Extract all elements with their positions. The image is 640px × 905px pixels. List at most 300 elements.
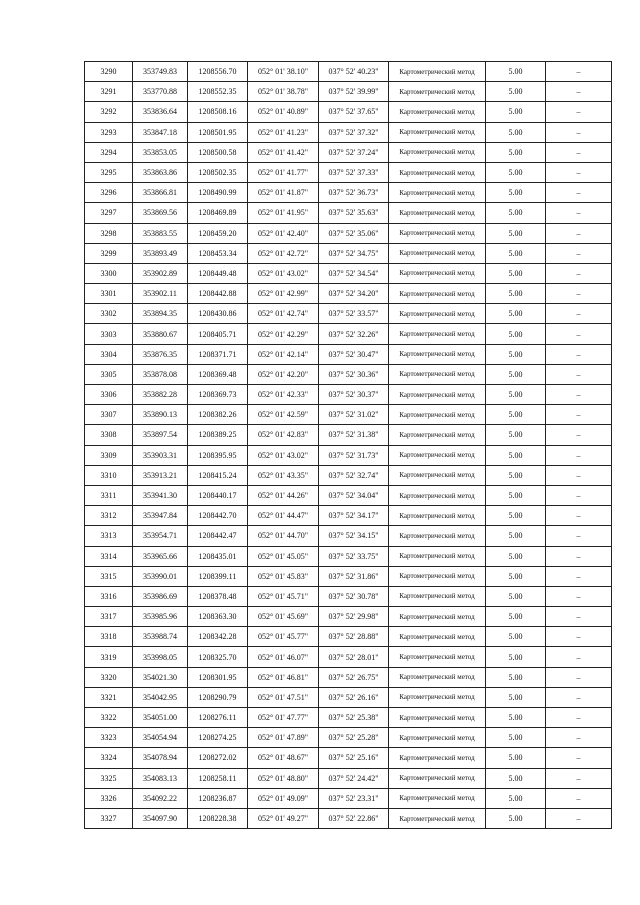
method-cell: Картометрический метод <box>389 465 486 485</box>
y-coordinate-cell: 1208442.47 <box>188 526 248 546</box>
point-number-cell: 3319 <box>85 647 133 667</box>
latitude-cell: 052° 01' 38.78" <box>248 82 319 102</box>
accuracy-cell: 5.00 <box>486 102 546 122</box>
latitude-cell: 052° 01' 45.77" <box>248 627 319 647</box>
method-cell: Картометрический метод <box>389 607 486 627</box>
description-cell: – <box>546 405 612 425</box>
table-row <box>85 162 612 182</box>
method-cell: Картометрический метод <box>389 62 486 82</box>
latitude-cell: 052° 01' 43.35" <box>248 465 319 485</box>
point-number-cell: 3291 <box>85 82 133 102</box>
longitude-cell: 037° 52' 37.33" <box>319 162 389 182</box>
point-number-cell: 3302 <box>85 304 133 324</box>
table-row <box>85 364 612 384</box>
description-cell: – <box>546 162 612 182</box>
y-coordinate-cell: 1208449.48 <box>188 263 248 283</box>
table-row <box>85 142 612 162</box>
table-row <box>85 284 612 304</box>
latitude-cell: 052° 01' 42.14" <box>248 344 319 364</box>
description-cell: – <box>546 647 612 667</box>
longitude-cell: 037° 52' 26.75" <box>319 667 389 687</box>
method-cell: Картометрический метод <box>389 142 486 162</box>
table-row <box>85 203 612 223</box>
latitude-cell: 052° 01' 41.77" <box>248 162 319 182</box>
description-cell: – <box>546 385 612 405</box>
longitude-cell: 037° 52' 29.98" <box>319 607 389 627</box>
latitude-cell: 052° 01' 44.26" <box>248 485 319 505</box>
description-cell: – <box>546 445 612 465</box>
longitude-cell: 037° 52' 32.74" <box>319 465 389 485</box>
method-cell: Картометрический метод <box>389 425 486 445</box>
point-number-cell: 3294 <box>85 142 133 162</box>
table-row <box>85 324 612 344</box>
table-row <box>85 506 612 526</box>
longitude-cell: 037° 52' 31.38" <box>319 425 389 445</box>
accuracy-cell: 5.00 <box>486 526 546 546</box>
table-row <box>85 687 612 707</box>
x-coordinate-cell: 354083.13 <box>133 768 188 788</box>
y-coordinate-cell: 1208442.70 <box>188 506 248 526</box>
latitude-cell: 052° 01' 43.02" <box>248 263 319 283</box>
longitude-cell: 037° 52' 36.73" <box>319 183 389 203</box>
y-coordinate-cell: 1208395.95 <box>188 445 248 465</box>
latitude-cell: 052° 01' 41.87" <box>248 183 319 203</box>
accuracy-cell: 5.00 <box>486 142 546 162</box>
latitude-cell: 052° 01' 48.67" <box>248 748 319 768</box>
longitude-cell: 037° 52' 34.17" <box>319 506 389 526</box>
y-coordinate-cell: 1208490.99 <box>188 183 248 203</box>
description-cell: – <box>546 142 612 162</box>
latitude-cell: 052° 01' 44.47" <box>248 506 319 526</box>
x-coordinate-cell: 353893.49 <box>133 243 188 263</box>
point-number-cell: 3293 <box>85 122 133 142</box>
point-number-cell: 3290 <box>85 62 133 82</box>
method-cell: Картометрический метод <box>389 687 486 707</box>
x-coordinate-cell: 354078.94 <box>133 748 188 768</box>
y-coordinate-cell: 1208276.11 <box>188 708 248 728</box>
description-cell: – <box>546 485 612 505</box>
latitude-cell: 052° 01' 43.02" <box>248 445 319 465</box>
y-coordinate-cell: 1208552.35 <box>188 82 248 102</box>
accuracy-cell: 5.00 <box>486 647 546 667</box>
table-row <box>85 385 612 405</box>
table-row <box>85 667 612 687</box>
description-cell: – <box>546 566 612 586</box>
longitude-cell: 037° 52' 33.75" <box>319 546 389 566</box>
document-page <box>84 61 611 829</box>
method-cell: Картометрический метод <box>389 788 486 808</box>
method-cell: Картометрический метод <box>389 647 486 667</box>
longitude-cell: 037° 52' 34.04" <box>319 485 389 505</box>
longitude-cell: 037° 52' 34.20" <box>319 284 389 304</box>
accuracy-cell: 5.00 <box>486 162 546 182</box>
description-cell: – <box>546 344 612 364</box>
point-number-cell: 3323 <box>85 728 133 748</box>
accuracy-cell: 5.00 <box>486 243 546 263</box>
accuracy-cell: 5.00 <box>486 566 546 586</box>
point-number-cell: 3305 <box>85 364 133 384</box>
accuracy-cell: 5.00 <box>486 788 546 808</box>
latitude-cell: 052° 01' 41.95" <box>248 203 319 223</box>
point-number-cell: 3298 <box>85 223 133 243</box>
accuracy-cell: 5.00 <box>486 808 546 828</box>
x-coordinate-cell: 353947.84 <box>133 506 188 526</box>
description-cell: – <box>546 748 612 768</box>
coordinates-table-body <box>85 62 612 829</box>
method-cell: Картометрический метод <box>389 162 486 182</box>
longitude-cell: 037° 52' 30.37" <box>319 385 389 405</box>
y-coordinate-cell: 1208228.38 <box>188 808 248 828</box>
point-number-cell: 3295 <box>85 162 133 182</box>
y-coordinate-cell: 1208274.25 <box>188 728 248 748</box>
latitude-cell: 052° 01' 42.83" <box>248 425 319 445</box>
accuracy-cell: 5.00 <box>486 223 546 243</box>
y-coordinate-cell: 1208500.58 <box>188 142 248 162</box>
y-coordinate-cell: 1208258.11 <box>188 768 248 788</box>
accuracy-cell: 5.00 <box>486 506 546 526</box>
table-row <box>85 102 612 122</box>
table-row <box>85 728 612 748</box>
table-row <box>85 263 612 283</box>
latitude-cell: 052° 01' 49.27" <box>248 808 319 828</box>
y-coordinate-cell: 1208399.11 <box>188 566 248 586</box>
longitude-cell: 037° 52' 34.75" <box>319 243 389 263</box>
accuracy-cell: 5.00 <box>486 183 546 203</box>
longitude-cell: 037° 52' 40.23" <box>319 62 389 82</box>
method-cell: Картометрический метод <box>389 364 486 384</box>
x-coordinate-cell: 353903.31 <box>133 445 188 465</box>
accuracy-cell: 5.00 <box>486 445 546 465</box>
accuracy-cell: 5.00 <box>486 324 546 344</box>
method-cell: Картометрический метод <box>389 526 486 546</box>
latitude-cell: 052° 01' 41.42" <box>248 142 319 162</box>
y-coordinate-cell: 1208301.95 <box>188 667 248 687</box>
table-row <box>85 607 612 627</box>
latitude-cell: 052° 01' 46.81" <box>248 667 319 687</box>
x-coordinate-cell: 354021.30 <box>133 667 188 687</box>
accuracy-cell: 5.00 <box>486 627 546 647</box>
point-number-cell: 3308 <box>85 425 133 445</box>
point-number-cell: 3310 <box>85 465 133 485</box>
latitude-cell: 052° 01' 42.33" <box>248 385 319 405</box>
longitude-cell: 037° 52' 25.16" <box>319 748 389 768</box>
point-number-cell: 3316 <box>85 586 133 606</box>
longitude-cell: 037° 52' 30.47" <box>319 344 389 364</box>
y-coordinate-cell: 1208453.34 <box>188 243 248 263</box>
longitude-cell: 037° 52' 22.86" <box>319 808 389 828</box>
longitude-cell: 037° 52' 37.24" <box>319 142 389 162</box>
description-cell: – <box>546 203 612 223</box>
description-cell: – <box>546 627 612 647</box>
description-cell: – <box>546 324 612 344</box>
latitude-cell: 052° 01' 46.07" <box>248 647 319 667</box>
description-cell: – <box>546 506 612 526</box>
point-number-cell: 3326 <box>85 788 133 808</box>
longitude-cell: 037° 52' 30.36" <box>319 364 389 384</box>
table-row <box>85 768 612 788</box>
x-coordinate-cell: 353902.89 <box>133 263 188 283</box>
y-coordinate-cell: 1208501.95 <box>188 122 248 142</box>
latitude-cell: 052° 01' 42.20" <box>248 364 319 384</box>
x-coordinate-cell: 353986.69 <box>133 586 188 606</box>
point-number-cell: 3296 <box>85 183 133 203</box>
description-cell: – <box>546 82 612 102</box>
table-row <box>85 566 612 586</box>
point-number-cell: 3301 <box>85 284 133 304</box>
accuracy-cell: 5.00 <box>486 687 546 707</box>
method-cell: Картометрический метод <box>389 385 486 405</box>
y-coordinate-cell: 1208556.70 <box>188 62 248 82</box>
description-cell: – <box>546 102 612 122</box>
point-number-cell: 3297 <box>85 203 133 223</box>
longitude-cell: 037° 52' 34.15" <box>319 526 389 546</box>
y-coordinate-cell: 1208389.25 <box>188 425 248 445</box>
latitude-cell: 052° 01' 48.80" <box>248 768 319 788</box>
x-coordinate-cell: 353883.55 <box>133 223 188 243</box>
description-cell: – <box>546 62 612 82</box>
method-cell: Картометрический метод <box>389 183 486 203</box>
latitude-cell: 052° 01' 42.59" <box>248 405 319 425</box>
method-cell: Картометрический метод <box>389 405 486 425</box>
x-coordinate-cell: 353954.71 <box>133 526 188 546</box>
accuracy-cell: 5.00 <box>486 748 546 768</box>
x-coordinate-cell: 353897.54 <box>133 425 188 445</box>
accuracy-cell: 5.00 <box>486 385 546 405</box>
latitude-cell: 052° 01' 41.23" <box>248 122 319 142</box>
accuracy-cell: 5.00 <box>486 708 546 728</box>
method-cell: Картометрический метод <box>389 728 486 748</box>
accuracy-cell: 5.00 <box>486 768 546 788</box>
description-cell: – <box>546 183 612 203</box>
method-cell: Картометрический метод <box>389 344 486 364</box>
longitude-cell: 037° 52' 24.42" <box>319 768 389 788</box>
method-cell: Картометрический метод <box>389 284 486 304</box>
point-number-cell: 3315 <box>85 566 133 586</box>
x-coordinate-cell: 353880.67 <box>133 324 188 344</box>
longitude-cell: 037° 52' 39.99" <box>319 82 389 102</box>
x-coordinate-cell: 353913.21 <box>133 465 188 485</box>
table-row <box>85 748 612 768</box>
latitude-cell: 052° 01' 47.77" <box>248 708 319 728</box>
longitude-cell: 037° 52' 34.54" <box>319 263 389 283</box>
x-coordinate-cell: 353890.13 <box>133 405 188 425</box>
method-cell: Картометрический метод <box>389 808 486 828</box>
x-coordinate-cell: 353836.64 <box>133 102 188 122</box>
accuracy-cell: 5.00 <box>486 82 546 102</box>
x-coordinate-cell: 353882.28 <box>133 385 188 405</box>
table-row <box>85 546 612 566</box>
x-coordinate-cell: 354092.22 <box>133 788 188 808</box>
table-row <box>85 708 612 728</box>
method-cell: Картометрический метод <box>389 546 486 566</box>
y-coordinate-cell: 1208469.89 <box>188 203 248 223</box>
accuracy-cell: 5.00 <box>486 344 546 364</box>
x-coordinate-cell: 353985.96 <box>133 607 188 627</box>
description-cell: – <box>546 607 612 627</box>
y-coordinate-cell: 1208405.71 <box>188 324 248 344</box>
description-cell: – <box>546 284 612 304</box>
description-cell: – <box>546 808 612 828</box>
x-coordinate-cell: 353990.01 <box>133 566 188 586</box>
accuracy-cell: 5.00 <box>486 284 546 304</box>
x-coordinate-cell: 353770.88 <box>133 82 188 102</box>
y-coordinate-cell: 1208430.86 <box>188 304 248 324</box>
description-cell: – <box>546 687 612 707</box>
method-cell: Картометрический метод <box>389 304 486 324</box>
method-cell: Картометрический метод <box>389 566 486 586</box>
longitude-cell: 037° 52' 31.02" <box>319 405 389 425</box>
accuracy-cell: 5.00 <box>486 586 546 606</box>
latitude-cell: 052° 01' 42.40" <box>248 223 319 243</box>
y-coordinate-cell: 1208502.35 <box>188 162 248 182</box>
latitude-cell: 052° 01' 45.69" <box>248 607 319 627</box>
x-coordinate-cell: 354097.90 <box>133 808 188 828</box>
longitude-cell: 037° 52' 32.26" <box>319 324 389 344</box>
table-row <box>85 526 612 546</box>
table-row <box>85 425 612 445</box>
longitude-cell: 037° 52' 31.73" <box>319 445 389 465</box>
x-coordinate-cell: 353878.08 <box>133 364 188 384</box>
accuracy-cell: 5.00 <box>486 122 546 142</box>
longitude-cell: 037° 52' 30.78" <box>319 586 389 606</box>
method-cell: Картометрический метод <box>389 263 486 283</box>
y-coordinate-cell: 1208290.79 <box>188 687 248 707</box>
table-row <box>85 405 612 425</box>
accuracy-cell: 5.00 <box>486 405 546 425</box>
table-row <box>85 586 612 606</box>
latitude-cell: 052° 01' 47.51" <box>248 687 319 707</box>
table-row <box>85 243 612 263</box>
table-row <box>85 808 612 828</box>
method-cell: Картометрический метод <box>389 223 486 243</box>
longitude-cell: 037° 52' 28.01" <box>319 647 389 667</box>
description-cell: – <box>546 243 612 263</box>
method-cell: Картометрический метод <box>389 748 486 768</box>
description-cell: – <box>546 304 612 324</box>
latitude-cell: 052° 01' 38.10" <box>248 62 319 82</box>
x-coordinate-cell: 353965.66 <box>133 546 188 566</box>
longitude-cell: 037° 52' 33.57" <box>319 304 389 324</box>
point-number-cell: 3318 <box>85 627 133 647</box>
x-coordinate-cell: 353749.83 <box>133 62 188 82</box>
accuracy-cell: 5.00 <box>486 62 546 82</box>
y-coordinate-cell: 1208415.24 <box>188 465 248 485</box>
table-row <box>85 445 612 465</box>
x-coordinate-cell: 353866.81 <box>133 183 188 203</box>
method-cell: Картометрический метод <box>389 586 486 606</box>
longitude-cell: 037° 52' 37.32" <box>319 122 389 142</box>
accuracy-cell: 5.00 <box>486 667 546 687</box>
longitude-cell: 037° 52' 37.65" <box>319 102 389 122</box>
point-number-cell: 3307 <box>85 405 133 425</box>
longitude-cell: 037° 52' 25.28" <box>319 728 389 748</box>
description-cell: – <box>546 667 612 687</box>
description-cell: – <box>546 526 612 546</box>
y-coordinate-cell: 1208440.17 <box>188 485 248 505</box>
point-number-cell: 3324 <box>85 748 133 768</box>
point-number-cell: 3303 <box>85 324 133 344</box>
latitude-cell: 052° 01' 44.70" <box>248 526 319 546</box>
point-number-cell: 3313 <box>85 526 133 546</box>
method-cell: Картометрический метод <box>389 203 486 223</box>
table-row <box>85 647 612 667</box>
method-cell: Картометрический метод <box>389 122 486 142</box>
accuracy-cell: 5.00 <box>486 425 546 445</box>
point-number-cell: 3314 <box>85 546 133 566</box>
y-coordinate-cell: 1208325.70 <box>188 647 248 667</box>
point-number-cell: 3312 <box>85 506 133 526</box>
longitude-cell: 037° 52' 35.06" <box>319 223 389 243</box>
y-coordinate-cell: 1208378.48 <box>188 586 248 606</box>
x-coordinate-cell: 353998.05 <box>133 647 188 667</box>
x-coordinate-cell: 353869.56 <box>133 203 188 223</box>
x-coordinate-cell: 353988.74 <box>133 627 188 647</box>
method-cell: Картометрический метод <box>389 243 486 263</box>
table-row <box>85 627 612 647</box>
latitude-cell: 052° 01' 42.72" <box>248 243 319 263</box>
longitude-cell: 037° 52' 23.31" <box>319 788 389 808</box>
accuracy-cell: 5.00 <box>486 364 546 384</box>
y-coordinate-cell: 1208459.20 <box>188 223 248 243</box>
table-row <box>85 465 612 485</box>
x-coordinate-cell: 353902.11 <box>133 284 188 304</box>
method-cell: Картометрический метод <box>389 324 486 344</box>
accuracy-cell: 5.00 <box>486 607 546 627</box>
accuracy-cell: 5.00 <box>486 485 546 505</box>
longitude-cell: 037° 52' 31.86" <box>319 566 389 586</box>
latitude-cell: 052° 01' 42.74" <box>248 304 319 324</box>
x-coordinate-cell: 354042.95 <box>133 687 188 707</box>
table-row <box>85 788 612 808</box>
x-coordinate-cell: 354051.00 <box>133 708 188 728</box>
y-coordinate-cell: 1208363.30 <box>188 607 248 627</box>
point-number-cell: 3300 <box>85 263 133 283</box>
y-coordinate-cell: 1208342.28 <box>188 627 248 647</box>
description-cell: – <box>546 586 612 606</box>
point-number-cell: 3292 <box>85 102 133 122</box>
point-number-cell: 3317 <box>85 607 133 627</box>
point-number-cell: 3311 <box>85 485 133 505</box>
y-coordinate-cell: 1208369.73 <box>188 385 248 405</box>
description-cell: – <box>546 223 612 243</box>
accuracy-cell: 5.00 <box>486 546 546 566</box>
accuracy-cell: 5.00 <box>486 465 546 485</box>
y-coordinate-cell: 1208272.02 <box>188 748 248 768</box>
method-cell: Картометрический метод <box>389 445 486 465</box>
longitude-cell: 037° 52' 25.38" <box>319 708 389 728</box>
accuracy-cell: 5.00 <box>486 728 546 748</box>
point-number-cell: 3327 <box>85 808 133 828</box>
y-coordinate-cell: 1208369.48 <box>188 364 248 384</box>
y-coordinate-cell: 1208508.16 <box>188 102 248 122</box>
description-cell: – <box>546 122 612 142</box>
table-row <box>85 344 612 364</box>
point-number-cell: 3309 <box>85 445 133 465</box>
description-cell: – <box>546 465 612 485</box>
latitude-cell: 052° 01' 45.83" <box>248 566 319 586</box>
longitude-cell: 037° 52' 28.88" <box>319 627 389 647</box>
latitude-cell: 052° 01' 49.09" <box>248 788 319 808</box>
point-number-cell: 3299 <box>85 243 133 263</box>
y-coordinate-cell: 1208371.71 <box>188 344 248 364</box>
y-coordinate-cell: 1208236.87 <box>188 788 248 808</box>
method-cell: Картометрический метод <box>389 768 486 788</box>
x-coordinate-cell: 353863.86 <box>133 162 188 182</box>
description-cell: – <box>546 546 612 566</box>
point-number-cell: 3325 <box>85 768 133 788</box>
latitude-cell: 052° 01' 45.05" <box>248 546 319 566</box>
x-coordinate-cell: 353876.35 <box>133 344 188 364</box>
